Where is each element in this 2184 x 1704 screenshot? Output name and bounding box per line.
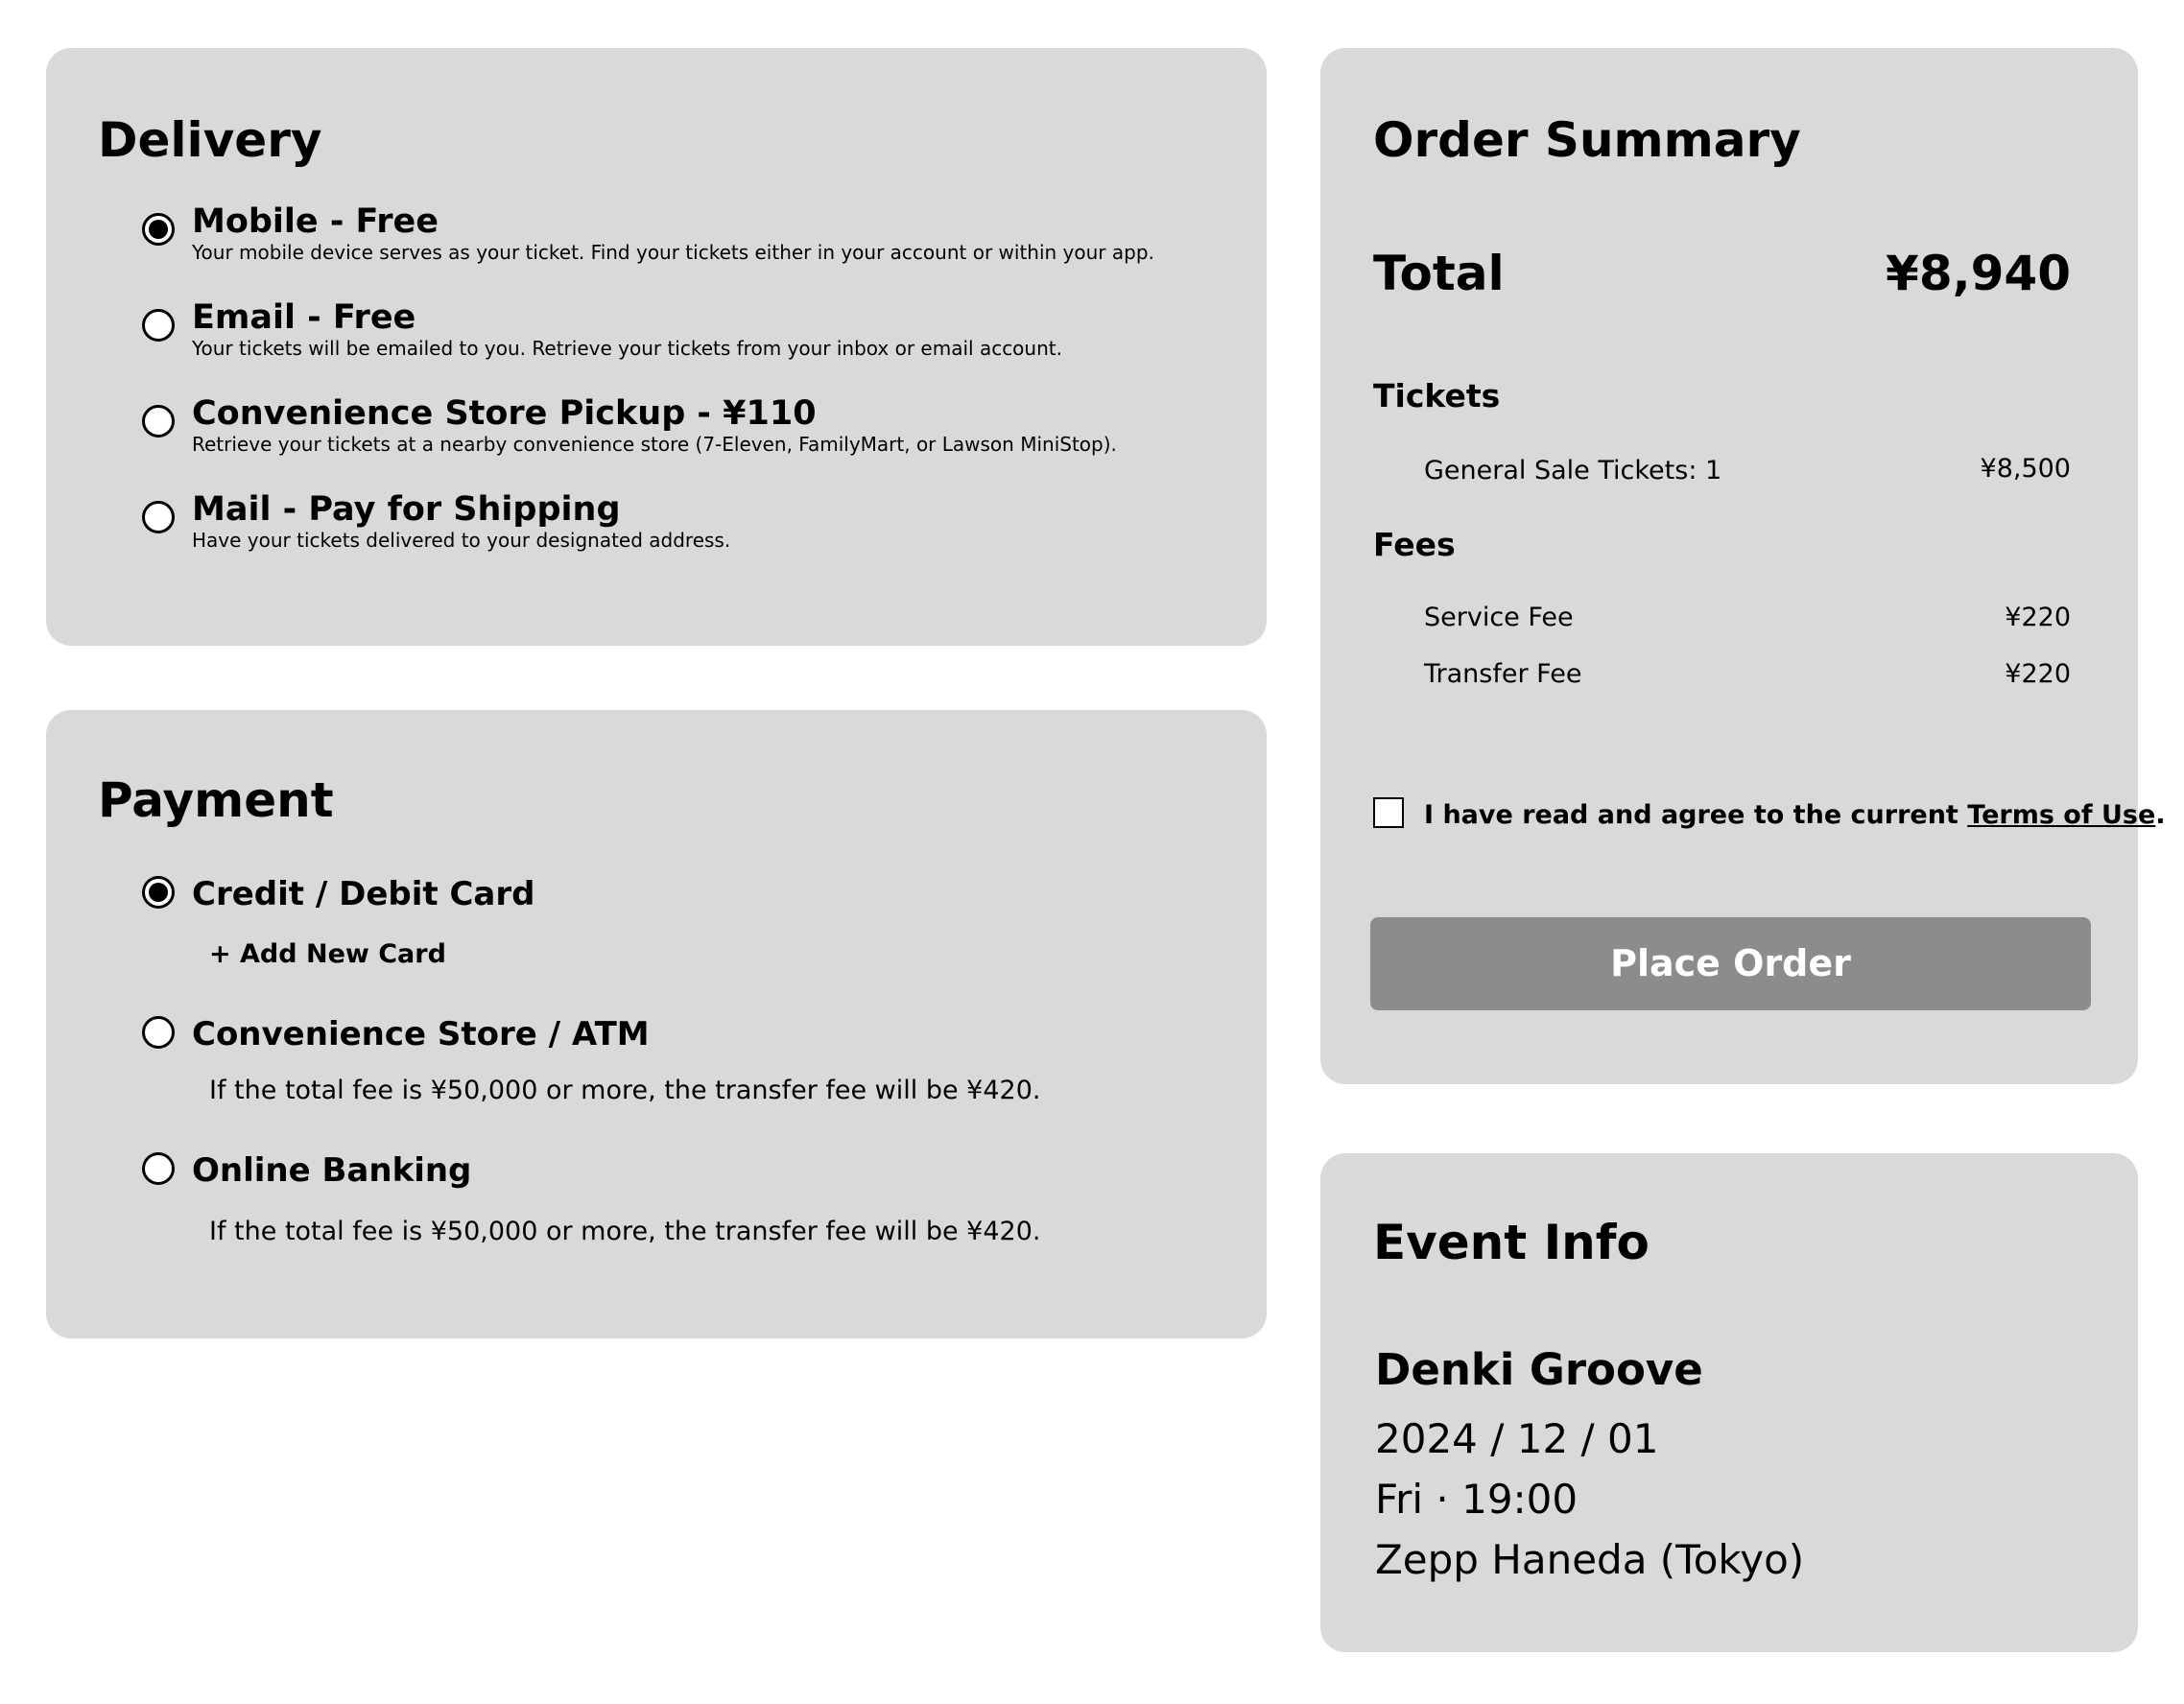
payment-title: Payment	[98, 772, 334, 828]
radio-convenience-atm[interactable]	[142, 1016, 175, 1049]
radio-mail[interactable]	[142, 501, 175, 533]
delivery-card	[46, 48, 1267, 646]
delivery-option-description: Retrieve your tickets at a nearby convenience store (7-Eleven, FamilyMart, or Lawson MiniStop).	[192, 433, 1117, 456]
ticket-line-label: General Sale Tickets: 1	[1424, 456, 1722, 485]
event-info-title: Event Info	[1373, 1215, 1650, 1270]
add-new-card-link[interactable]: + Add New Card	[209, 939, 446, 969]
fee-line-value: ¥220	[2005, 603, 2071, 632]
radio-mobile-selected[interactable]	[142, 213, 175, 246]
total-value: ¥8,940	[1886, 246, 2071, 301]
delivery-option-label: Mail - Pay for Shipping	[192, 490, 621, 529]
event-time: Fri · 19:00	[1375, 1476, 1579, 1523]
radio-online-banking[interactable]	[142, 1152, 175, 1185]
payment-option-label: Convenience Store / ATM	[192, 1015, 650, 1053]
delivery-option-description: Your mobile device serves as your ticket. Find your tickets either in your account or within your app.	[192, 241, 1154, 264]
tickets-label: Tickets	[1373, 377, 1501, 414]
event-venue: Zepp Haneda (Tokyo)	[1375, 1536, 1805, 1583]
delivery-title: Delivery	[98, 112, 322, 168]
payment-option-label: Online Banking	[192, 1151, 472, 1190]
delivery-option-description: Your tickets will be emailed to you. Retrieve your tickets from your inbox or email account.	[192, 337, 1062, 360]
fee-line-label: Service Fee	[1424, 603, 1574, 632]
terms-prefix: I have read and agree to the current	[1424, 800, 1968, 830]
fees-label: Fees	[1373, 526, 1456, 563]
total-label: Total	[1373, 246, 1505, 301]
payment-card	[46, 710, 1267, 1338]
delivery-option-label: Convenience Store Pickup - ¥110	[192, 394, 817, 433]
place-order-button[interactable]: Place Order	[1370, 917, 2091, 1010]
payment-option-note: If the total fee is ¥50,000 or more, the transfer fee will be ¥420.	[209, 1217, 1041, 1246]
fee-line-value: ¥220	[2005, 659, 2071, 689]
ticket-line-value: ¥8,500	[1980, 454, 2071, 484]
fee-line-label: Transfer Fee	[1424, 659, 1582, 689]
terms-suffix: .	[2155, 800, 2166, 830]
payment-option-label: Credit / Debit Card	[192, 875, 535, 913]
event-info-card	[1320, 1153, 2138, 1652]
terms-checkbox[interactable]	[1373, 797, 1404, 828]
order-summary-title: Order Summary	[1373, 112, 1801, 168]
radio-convenience-store[interactable]	[142, 405, 175, 438]
radio-email[interactable]	[142, 309, 175, 342]
order-summary-card	[1320, 48, 2166, 1084]
delivery-option-label: Mobile - Free	[192, 202, 439, 241]
terms-of-use-link[interactable]: Terms of Use	[1967, 800, 2156, 830]
payment-option-note: If the total fee is ¥50,000 or more, the transfer fee will be ¥420.	[209, 1076, 1041, 1105]
delivery-option-label: Email - Free	[192, 298, 416, 337]
radio-card-selected[interactable]	[142, 876, 175, 909]
event-name: Denki Groove	[1375, 1344, 1703, 1395]
delivery-option-description: Have your tickets delivered to your designated address.	[192, 529, 731, 552]
terms-agreement-text	[1424, 802, 2166, 828]
event-date: 2024 / 12 / 01	[1375, 1415, 1659, 1462]
